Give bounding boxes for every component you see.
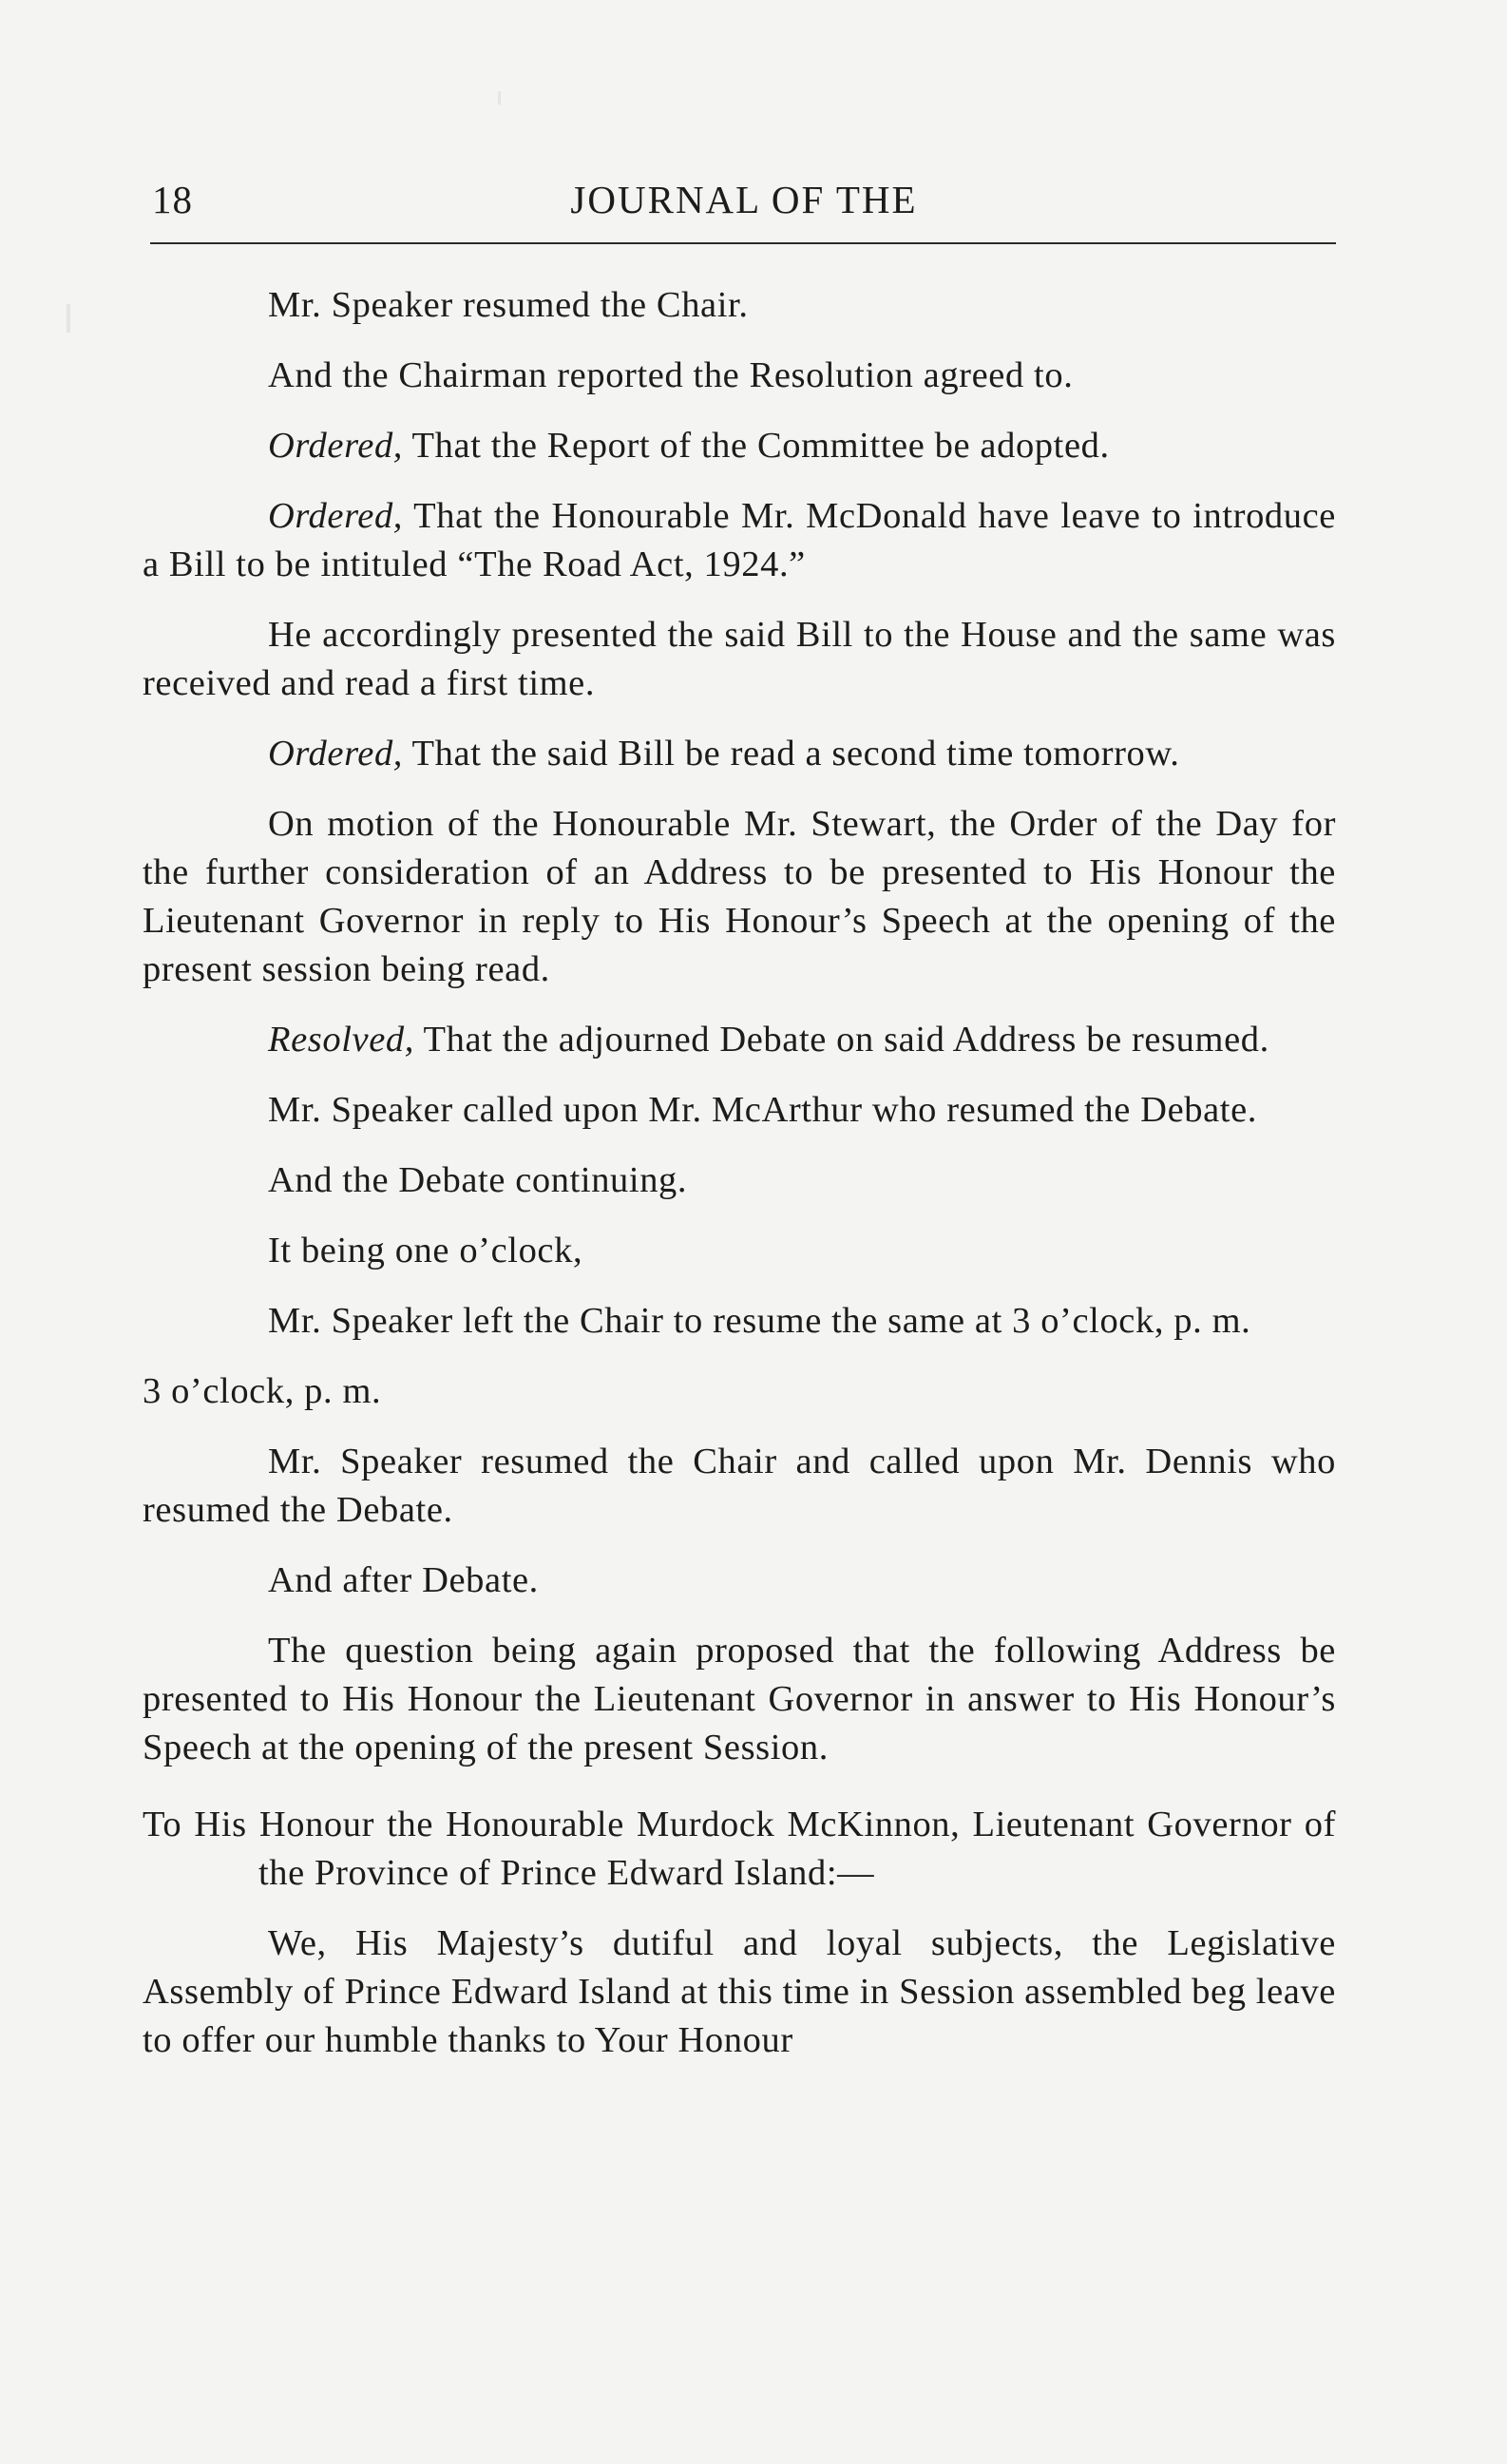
document-page — [143, 0, 1336, 2464]
paragraph: Mr. Speaker called upon Mr. McArthur who resumed the Debate. — [268, 1090, 1258, 1130]
paragraph: Mr. Speaker resumed the Chair. — [268, 285, 749, 325]
paragraph: Mr. Speaker left the Chair to resume the same at 3 o’clock, p. m. — [268, 1301, 1251, 1341]
running-head: JOURNAL OF THE — [570, 178, 918, 221]
page-header — [152, 177, 1336, 234]
paragraph: On motion of the Honourable Mr. Stewart, the Order of the Day for the further consideration of an Address to be presented to His Honour the Lieutenant Governor in reply to His Honour’s Speech at the opening of the present session being read. — [143, 804, 1336, 989]
paragraph: And the Chairman reported the Resolution agreed to. — [268, 355, 1074, 395]
header-rule — [150, 242, 1336, 244]
paragraph: It being one o’clock, — [268, 1231, 583, 1270]
resolved-lead: Resolved, — [268, 1020, 414, 1060]
paragraph: Mr. Speaker resumed the Chair and called upon Mr. Dennis who resumed the Debate. — [143, 1442, 1336, 1530]
paragraph: And after Debate. — [268, 1560, 539, 1600]
address-heading: To His Honour the Honourable Murdock McKinnon, Lieutenant Governor of the Province of Prince Edward Island:— — [143, 1805, 1336, 1893]
paragraph: And the Debate continuing. — [268, 1160, 688, 1200]
paragraph: Ordered, That the Honourable Mr. McDonald have leave to introduce a Bill to be intituled “The Road Act, 1924.” — [143, 496, 1336, 584]
address-body: We, His Majesty’s dutiful and loyal subjects, the Legislative Assembly of Prince Edward Island at this time in Session assembled beg leave to offer our humble thanks to Your Honour — [143, 1923, 1336, 2060]
paragraph: Ordered, That the said Bill be read a second time tomorrow. — [268, 734, 1180, 774]
ordered-lead: Ordered, — [268, 496, 404, 536]
paragraph: He accordingly presented the said Bill to the House and the same was received and read a first time. — [143, 615, 1336, 703]
paper-blemish — [67, 304, 70, 333]
journal-body — [143, 281, 1336, 2065]
ordered-lead: Ordered, — [268, 426, 404, 466]
paragraph: The question being again proposed that the following Address be presented to His Honour the Lieutenant Governor in answer to His Honour’s Speech at the opening of the present Session. — [143, 1631, 1336, 1767]
paragraph: Resolved, That the adjourned Debate on said Address be resumed. — [268, 1020, 1269, 1060]
paragraph: Ordered, That the Report of the Committee be adopted. — [268, 426, 1110, 466]
ordered-lead: Ordered, — [268, 734, 404, 774]
time-heading: 3 o’clock, p. m. — [143, 1371, 382, 1411]
page-number: 18 — [152, 178, 193, 221]
